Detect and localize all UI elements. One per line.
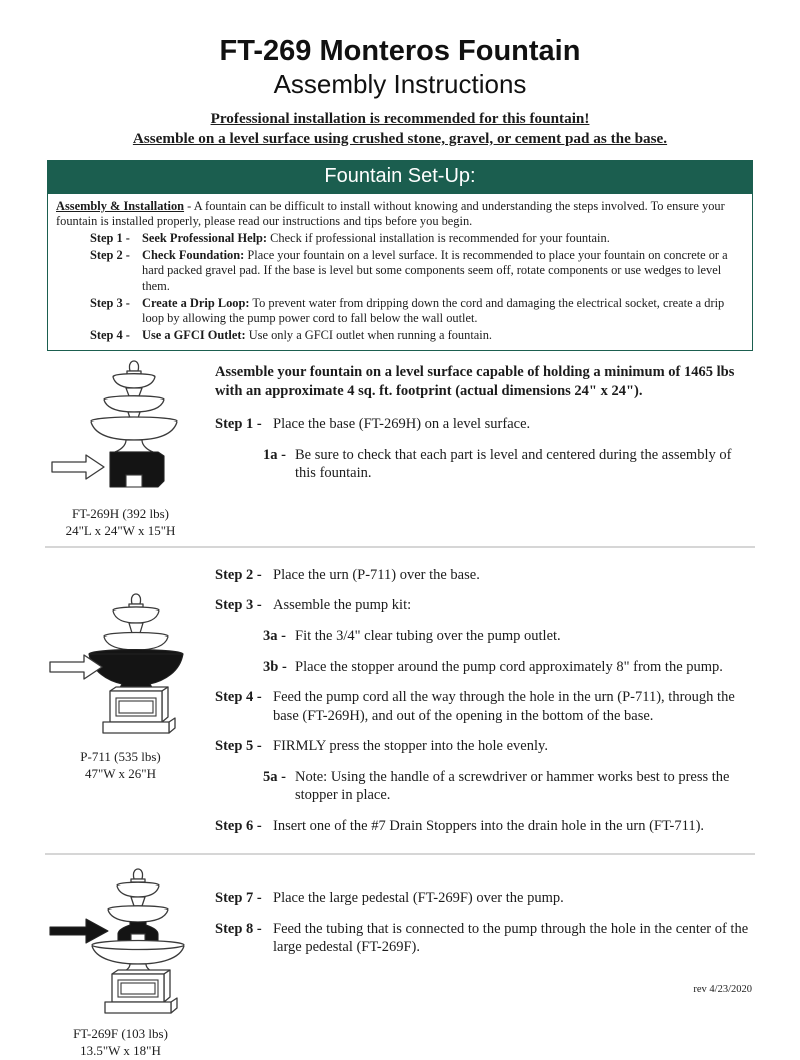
setup-step-label: Step 3 - xyxy=(90,295,130,310)
setup-step-label: Step 1 - xyxy=(90,231,130,246)
step-text: Feed the tubing that is connected to the pump through the hole in the center of the large pedestal (FT-269F). xyxy=(273,920,749,956)
setup-header-title: Fountain Set-Up: xyxy=(324,164,476,187)
setup-intro-text: - A fountain can be difficult to install without knowing and understanding the steps involved. To ensure your fountain is installed properly, please read our instructions and tips before you begin. xyxy=(56,198,725,229)
setup-step-text: Check if professional installation is recommended for your fountain. xyxy=(270,231,610,246)
step-label: 1a - xyxy=(263,446,286,463)
assembly-step xyxy=(215,688,754,725)
step-label: 5a - xyxy=(263,768,286,785)
section-divider xyxy=(45,853,755,855)
step-label: Step 7 - xyxy=(215,890,262,907)
step-label: Step 2 - xyxy=(215,566,262,583)
setup-step-title: Check Foundation: xyxy=(142,248,245,263)
assembly-step xyxy=(215,415,754,434)
assembly-sub-step xyxy=(263,446,754,483)
step-text: Place the urn (P-711) over the base. xyxy=(273,566,480,583)
setup-step xyxy=(90,248,744,293)
figure-pedestal xyxy=(38,867,203,1060)
notice-line-2: Assemble on a level surface using crushed stone, gravel, or cement pad as the base. xyxy=(132,129,668,147)
setup-step-text: To prevent water from dripping down the cord and damaging the electrical socket, create a drip loop by allowing the pump power cord to fall below the wall outlet. xyxy=(142,295,725,325)
arrow-indicator-outline xyxy=(52,455,104,479)
step-label: 3b - xyxy=(263,658,287,675)
step-text: Place the large pedestal (FT-269F) over the pump. xyxy=(273,890,564,907)
page-subtitle: Assembly Instructions xyxy=(273,68,527,99)
assembly-sub-step xyxy=(263,768,754,805)
setup-intro xyxy=(56,199,744,229)
setup-step-title: Seek Professional Help: xyxy=(142,231,268,246)
step-text: Assemble the pump kit: xyxy=(273,597,412,614)
setup-step-title: Use a GFCI Outlet: xyxy=(142,327,246,342)
section-content xyxy=(203,359,760,540)
base-notch xyxy=(126,475,142,487)
setup-step-text: Use only a GFCI outlet when running a fountain. xyxy=(248,327,493,342)
assembly-sub-step xyxy=(263,658,754,677)
step-text: Insert one of the #7 Drain Stoppers into the drain hole in the urn (FT-711). xyxy=(273,817,705,834)
figure-caption xyxy=(38,1026,203,1060)
part-number: P-711 (535 lbs) xyxy=(80,748,161,764)
assembly-step xyxy=(215,817,754,836)
step-text: Note: Using the handle of a screwdriver or hammer works best to press the stopper in place. xyxy=(295,768,730,804)
setup-header-bar xyxy=(47,160,753,194)
part-dimensions: 13.5"W x 18"H xyxy=(80,1043,161,1059)
step-label: Step 1 - xyxy=(215,416,262,433)
setup-step-title: Create a Drip Loop: xyxy=(142,295,250,310)
revision-note: rev 4/23/2020 xyxy=(693,984,752,995)
figure-base xyxy=(38,359,203,540)
part-number: FT-269F (103 lbs) xyxy=(73,1026,168,1042)
setup-step xyxy=(90,328,744,343)
figure-urn xyxy=(38,560,203,847)
step-text: Place the stopper around the pump cord approximately 8" from the pump. xyxy=(295,658,723,675)
step-label: Step 6 - xyxy=(215,817,262,834)
page-title: FT-269 Monteros Fountain xyxy=(219,35,581,67)
setup-step-text: Place your fountain on a level surface. It is recommended to place your fountain on concrete or a hard packed gravel pad. If the base is level but some components seem off, rotate components or use wedges to level them. xyxy=(142,248,728,293)
section-content xyxy=(203,560,760,847)
step-label: Step 3 - xyxy=(215,597,262,614)
fountain-urn-diagram xyxy=(46,592,196,742)
step-text: Be sure to check that each part is level and centered during the assembly of this fountain. xyxy=(295,446,732,482)
setup-box xyxy=(47,194,753,351)
figure-caption xyxy=(38,506,203,540)
notice-line-1: Professional installation is recommended for this fountain! xyxy=(210,110,590,128)
assembly-intro: Assemble your fountain on a level surface capable of holding a minimum of 1465 lbs with an approximate 4 sq. ft. footprint (actual dimensions 24" x 24"). xyxy=(215,364,735,400)
assembly-step xyxy=(215,889,754,908)
setup-step-label: Step 2 - xyxy=(90,248,130,263)
assembly-step xyxy=(215,737,754,756)
assembly-step xyxy=(215,596,754,615)
assembly-step xyxy=(215,920,754,957)
fountain-pedestal-diagram xyxy=(46,867,196,1019)
step-label: Step 8 - xyxy=(215,920,262,937)
step-label: Step 5 - xyxy=(215,738,262,755)
figure-caption xyxy=(38,749,203,783)
setup-intro-label: Assembly & Installation xyxy=(56,198,185,213)
part-dimensions: 47"W x 26"H xyxy=(84,765,157,781)
part-number: FT-269H (392 lbs) xyxy=(71,506,170,522)
step-label: Step 4 - xyxy=(215,689,262,706)
assembly-section-urn xyxy=(0,560,800,847)
step-label: 3a - xyxy=(263,627,286,644)
assembly-section-base xyxy=(0,359,800,540)
step-text: FIRMLY press the stopper into the hole evenly. xyxy=(273,738,548,755)
setup-step xyxy=(90,296,744,326)
setup-step-label: Step 4 - xyxy=(90,327,130,342)
step-text: Feed the pump cord all the way through the hole in the urn (P-711), through the base (FT-269H), and out of the opening in the bottom of the base. xyxy=(273,689,735,724)
section-divider xyxy=(45,546,755,548)
section-content xyxy=(203,867,760,1060)
step-text: Fit the 3/4" clear tubing over the pump outlet. xyxy=(295,627,561,644)
assembly-sub-step xyxy=(263,627,754,646)
document-header xyxy=(0,0,800,148)
assembly-section-pedestal xyxy=(0,867,800,1060)
step-text: Place the base (FT-269H) on a level surface. xyxy=(273,416,531,433)
setup-step xyxy=(90,231,744,246)
arrow-indicator-solid xyxy=(50,919,108,943)
fountain-base-diagram xyxy=(46,359,196,499)
assembly-step xyxy=(215,566,754,585)
part-dimensions: 24"L x 24"W x 15"H xyxy=(65,522,176,538)
